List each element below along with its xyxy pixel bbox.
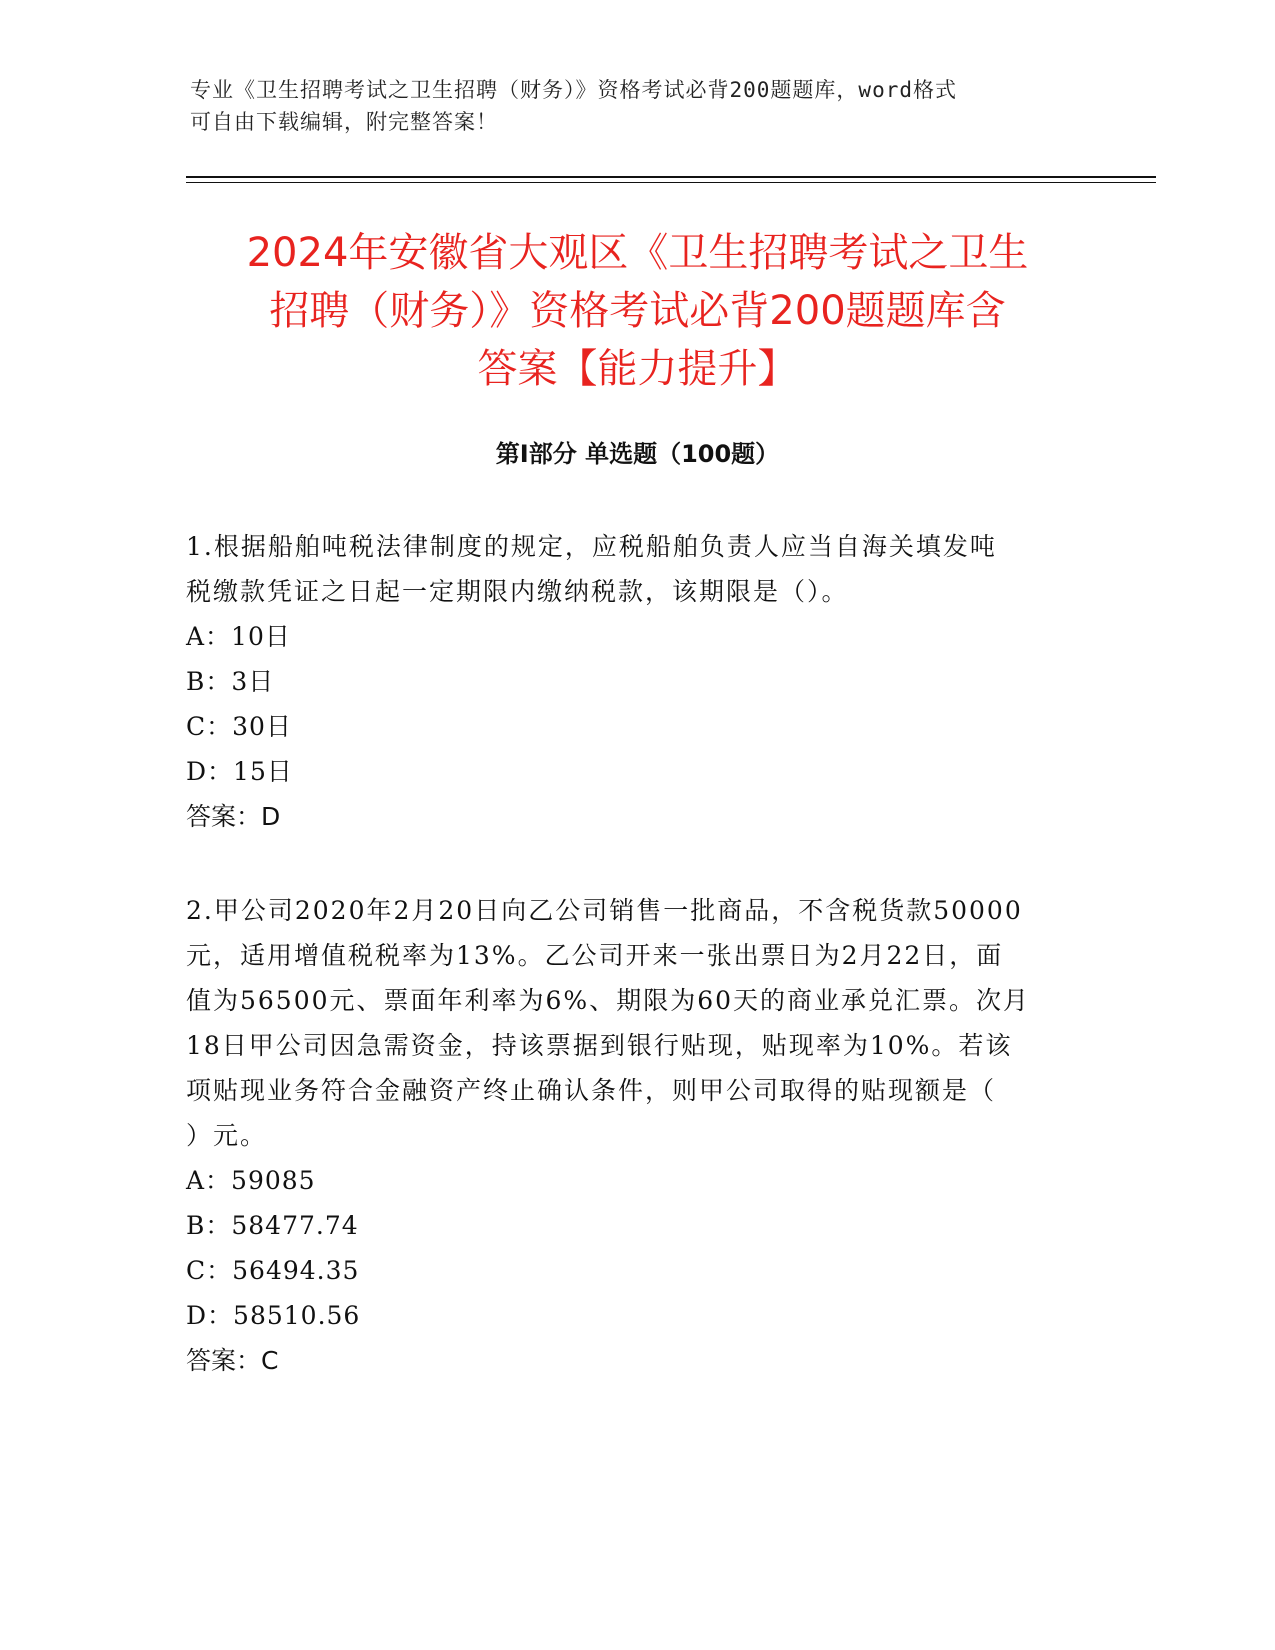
answer: 答案：C bbox=[186, 1346, 279, 1375]
answer: 答案：D bbox=[186, 802, 281, 831]
header-note bbox=[190, 74, 1090, 138]
option-c: C：56494.35 bbox=[186, 1256, 360, 1285]
header-note-line: 专业《卫生招聘考试之卫生招聘（财务）》资格考试必背200题题库，word格式 bbox=[190, 78, 957, 102]
question-stem: ）元。 bbox=[186, 1121, 268, 1150]
option-a: A：10日 bbox=[186, 622, 291, 651]
question-stem: 项贴现业务符合金融资产终止确认条件，则甲公司取得的贴现额是（ bbox=[186, 1076, 997, 1105]
option-d: D：58510.56 bbox=[186, 1301, 361, 1330]
title-line: 招聘（财务）》资格考试必背200题题库含 bbox=[269, 288, 1006, 334]
question-stem: 1.根据船舶吨税法律制度的规定，应税船舶负责人应当自海关填发吨 bbox=[186, 532, 997, 561]
header-divider-thick bbox=[186, 176, 1156, 178]
option-d: D：15日 bbox=[186, 757, 293, 786]
header-note-line: 可自由下载编辑，附完整答案！ bbox=[190, 110, 498, 134]
question-1 bbox=[186, 524, 1086, 839]
question-stem: 值为56500元、票面年利率为6%、期限为60天的商业承兑汇票。次月 bbox=[186, 986, 1031, 1015]
option-a: A：59085 bbox=[186, 1166, 316, 1195]
option-b: B：58477.74 bbox=[186, 1211, 359, 1240]
question-stem: 2.甲公司2020年2月20日向乙公司销售一批商品，不含税货款50000 bbox=[186, 896, 1023, 925]
section-title: 第Ⅰ部分 单选题（100题） bbox=[495, 440, 780, 468]
option-c: C：30日 bbox=[186, 712, 292, 741]
document-title bbox=[180, 224, 1095, 398]
title-line: 答案【能力提升】 bbox=[477, 346, 798, 392]
question-stem: 18日甲公司因急需资金，持该票据到银行贴现，贴现率为10%。若该 bbox=[186, 1031, 1013, 1060]
question-2 bbox=[186, 888, 1086, 1383]
header-divider-thin bbox=[186, 182, 1156, 183]
option-b: B：3日 bbox=[186, 667, 275, 696]
title-line: 2024年安徽省大观区《卫生招聘考试之卫生 bbox=[246, 230, 1029, 276]
question-stem: 税缴款凭证之日起一定期限内缴纳税款，该期限是（）。 bbox=[186, 577, 849, 606]
question-stem: 元，适用增值税税率为13%。乙公司开来一张出票日为2月22日，面 bbox=[186, 941, 1004, 970]
